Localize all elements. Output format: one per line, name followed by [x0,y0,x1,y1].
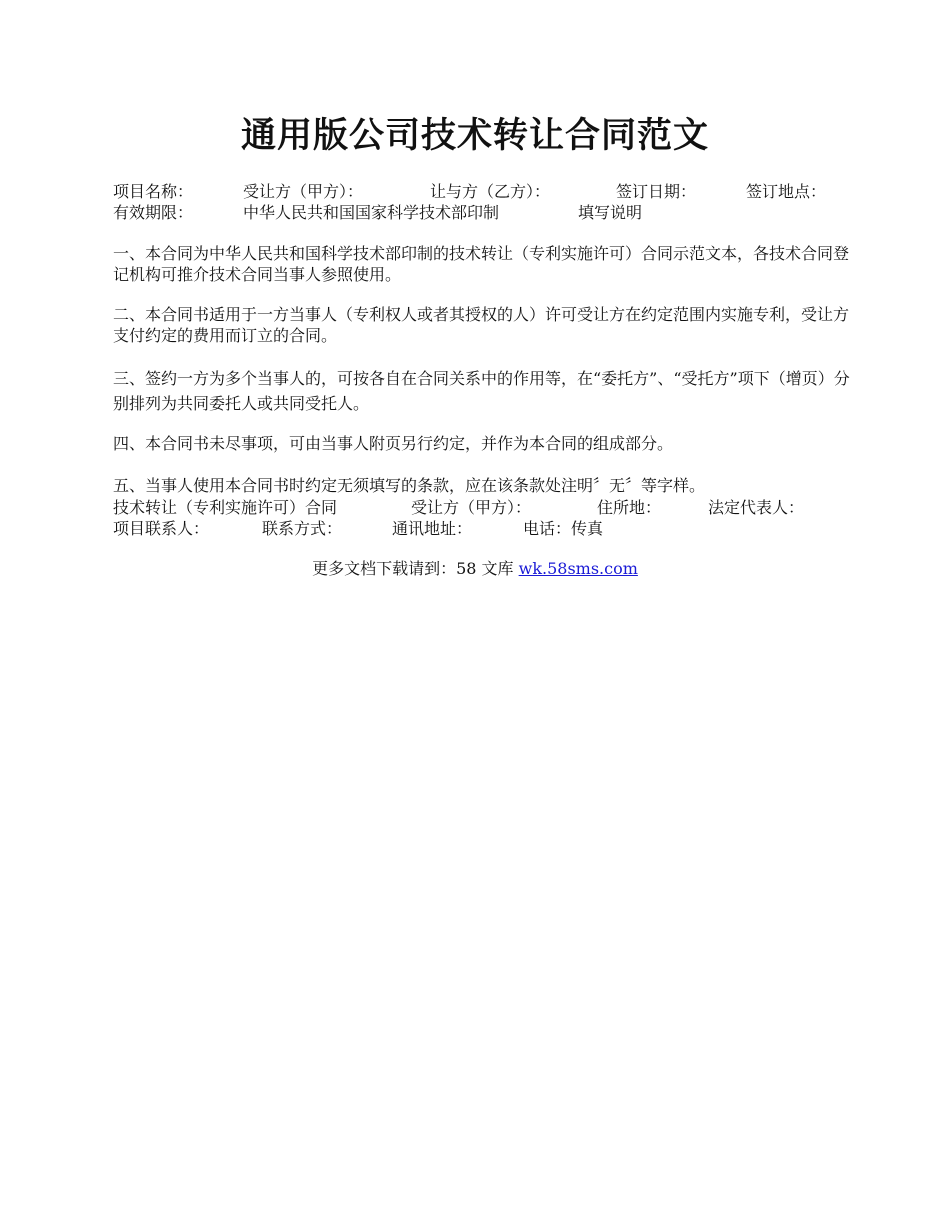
instruction-paragraph-3: 三、签约一方为多个当事人的，可按各自在合同关系中的作用等，在“委托方”、“受托方”项下（增页）分别排列为共同委托人或共同受托人。 [113,369,850,413]
field-transferor: 让与方（乙方）： [430,182,551,201]
fill-instructions-heading: 填写说明 [578,203,643,222]
contract-fields-row-1 [113,497,804,518]
contract-fields-row-2 [113,518,603,539]
field-sign-date: 签订日期： [616,182,697,201]
field-domicile: 住所地： [597,498,662,517]
footer-prefix-text: 更多文档下载请到：58 文库 [312,559,519,578]
field-transferee: 受让方（甲方）： [243,182,364,201]
printed-by: 中华人民共和国国家科学技术部印制 [243,203,500,222]
instruction-paragraph-4: 四、本合同书未尽事项，可由当事人附页另行约定，并作为本合同的组成部分。 [113,434,674,453]
download-footer [0,558,950,580]
field-project-contact: 项目联系人： [113,519,210,538]
instruction-paragraph-5: 五、当事人使用本合同书时约定无须填写的条款，应在该条款处注明〞无〞等字样。 [113,476,706,495]
header-fields-row-2 [113,202,642,223]
field-sign-place: 签订地点： [746,182,827,201]
field-project-name: 项目名称： [113,182,194,201]
contract-name: 技术转让（专利实施许可）合同 [113,498,338,517]
field-transferee-party: 受让方（甲方）： [411,498,532,517]
field-validity: 有效期限： [113,203,194,222]
field-contact-method: 联系方式： [262,519,343,538]
field-legal-representative: 法定代表人： [708,498,805,517]
footer-link[interactable]: wk.58sms.com [518,559,638,578]
header-fields-row-1 [113,181,826,202]
instruction-paragraph-2: 二、本合同书适用于一方当事人（专利权人或者其授权的人）许可受让方在约定范围内实施专利，受让方支付约定的费用而订立的合同。 [113,305,850,345]
document-title: 通用版公司技术转让合同范文 [240,115,709,156]
instruction-paragraph-1: 一、本合同为中华人民共和国科学技术部印制的技术转让（专利实施许可）合同示范文本，各技术合同登记机构可推介技术合同当事人参照使用。 [113,244,850,284]
field-mailing-address: 通讯地址： [392,519,473,538]
field-phone-fax: 电话：传真 [523,519,604,538]
